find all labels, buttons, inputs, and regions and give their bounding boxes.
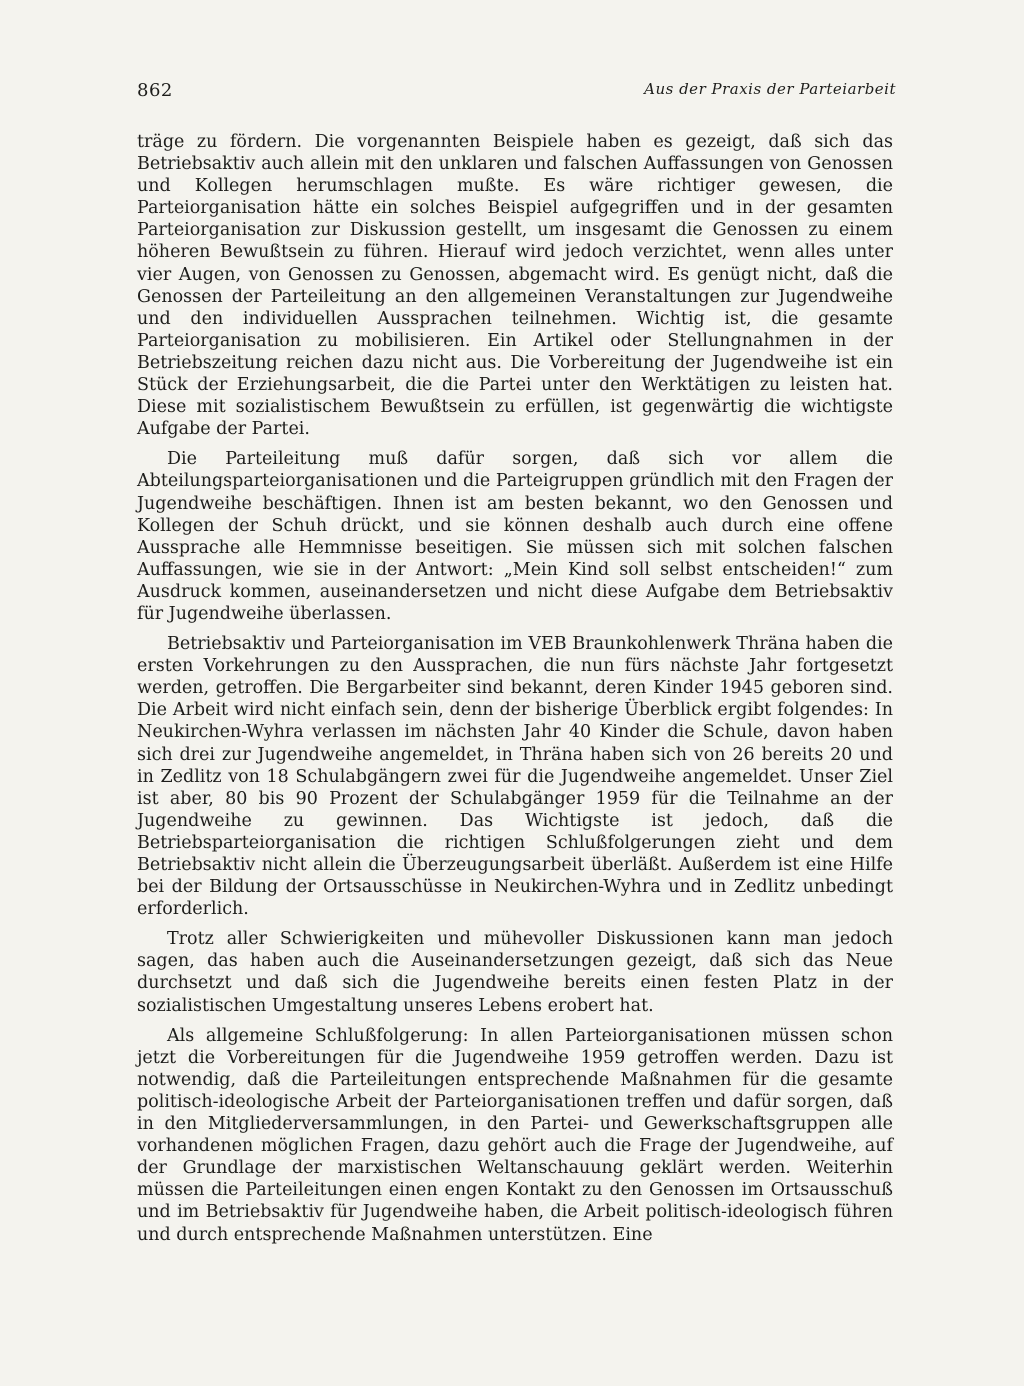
running-head: Aus der Praxis der Parteiarbeit <box>644 80 896 98</box>
paragraph-1: träge zu fördern. Die vorgenannten Beispiele haben es gezeigt, daß sich das Betriebsaktiv auch allein mit den unklaren und falschen Auffassungen von Genossen und Kollegen herumschlagen mußte. Es wäre richtiger gewesen, die Parteiorganisation hätte ein solches Beispiel aufgegriffen und in der gesamten Parteiorganisation zur Diskussion gestellt, um insgesamt die Genossen zu einem höheren Bewußtsein zu führen. Hierauf wird jedoch verzichtet, wenn alles unter vier Augen, von Genossen zu Genossen, abgemacht wird. Es genügt nicht, daß die Genossen der Parteileitung an den allgemeinen Veranstaltungen zur Jugendweihe und den individuellen Aussprachen teilnehmen. Wichtig ist, die gesamte Parteiorganisation zu mobilisieren. Ein Artikel oder Stellungnahmen in der Betriebszeitung reichen dazu nicht aus. Die Vorbereitung der Jugendweihe ist ein Stück der Erziehungsarbeit, die die Partei unter den Werktätigen zu leisten hat. Diese mit sozialistischem Bewußtsein zu erfüllen, ist gegenwärtig die wichtigste Aufgabe der Partei. <box>137 132 893 440</box>
paragraph-4: Trotz aller Schwierigkeiten und mühevoller Diskussionen kann man jedoch sagen, das haben auch die Auseinandersetzungen gezeigt, daß sich das Neue durchsetzt und daß sich die Jugendweihe bereits einen festen Platz in der sozialistischen Umgestaltung unseres Lebens erobert hat. <box>137 929 893 1016</box>
body-text <box>137 131 893 1254</box>
paragraph-3: Betriebsaktiv und Parteiorganisation im VEB Braunkohlenwerk Thräna haben die ersten Vorkehrungen zu den Aussprachen, die nun fürs nächste Jahr fortgesetzt werden, getroffen. Die Bergarbeiter sind bekannt, deren Kinder 1945 geboren sind. Die Arbeit wird nicht einfach sein, denn der bisherige Überblick ergibt folgendes: In Neukirchen-Wyhra verlassen im nächsten Jahr 40 Kinder die Schule, davon haben sich drei zur Jugendweihe angemeldet, in Thräna haben sich von 26 bereits 20 und in Zedlitz von 18 Schulabgängern zwei für die Jugendweihe angemeldet. Unser Ziel ist aber, 80 bis 90 Prozent der Schulabgänger 1959 für die Teilnahme an der Jugendweihe zu gewinnen. Das Wichtigste ist jedoch, daß die Betriebsparteiorganisation die richtigen Schlußfolgerungen zieht und dem Betriebsaktiv nicht allein die Überzeugungsarbeit überläßt. Außerdem ist eine Hilfe bei der Bildung der Ortsausschüsse in Neukirchen-Wyhra und in Zedlitz unbedingt erforderlich. <box>137 634 893 920</box>
paragraph-5: Als allgemeine Schlußfolgerung: In allen Parteiorganisationen müssen schon jetzt die Vorbereitungen für die Jugendweihe 1959 getroffen werden. Dazu ist notwendig, daß die Parteileitungen entsprechende Maßnahmen für die gesamte politisch-ideologische Arbeit der Parteiorganisationen treffen und dafür sorgen, daß in den Mitgliederversammlungen, in den Partei- und Gewerkschaftsgruppen alle vorhandenen möglichen Fragen, dazu gehört auch die Frage der Jugendweihe, auf der Grundlage der marxistischen Weltanschauung geklärt werden. Weiterhin müssen die Parteileitungen einen engen Kontakt zu den Genossen im Ortsausschuß und im Betriebsaktiv für Jugendweihe haben, die Arbeit politisch-ideologisch führen und durch entsprechende Maßnahmen unterstützen. Eine <box>137 1025 893 1245</box>
paragraph-2: Die Parteileitung muß dafür sorgen, daß sich vor allem die Abteilungsparteiorganisationen und die Parteigruppen gründlich mit den Fragen der Jugendweihe beschäftigen. Ihnen ist am besten bekannt, wo den Genossen und Kollegen der Schuh drückt, und sie können deshalb auch durch eine offene Aussprache alle Hemmnisse beseitigen. Sie müssen sich mit solchen falschen Auffassungen, wie sie in der Antwort: „Mein Kind soll selbst entscheiden!“ zum Ausdruck kommen, auseinandersetzen und nicht diese Aufgabe dem Betriebsaktiv für Jugendweihe überlassen. <box>137 449 893 624</box>
page-number: 862 <box>137 80 173 101</box>
